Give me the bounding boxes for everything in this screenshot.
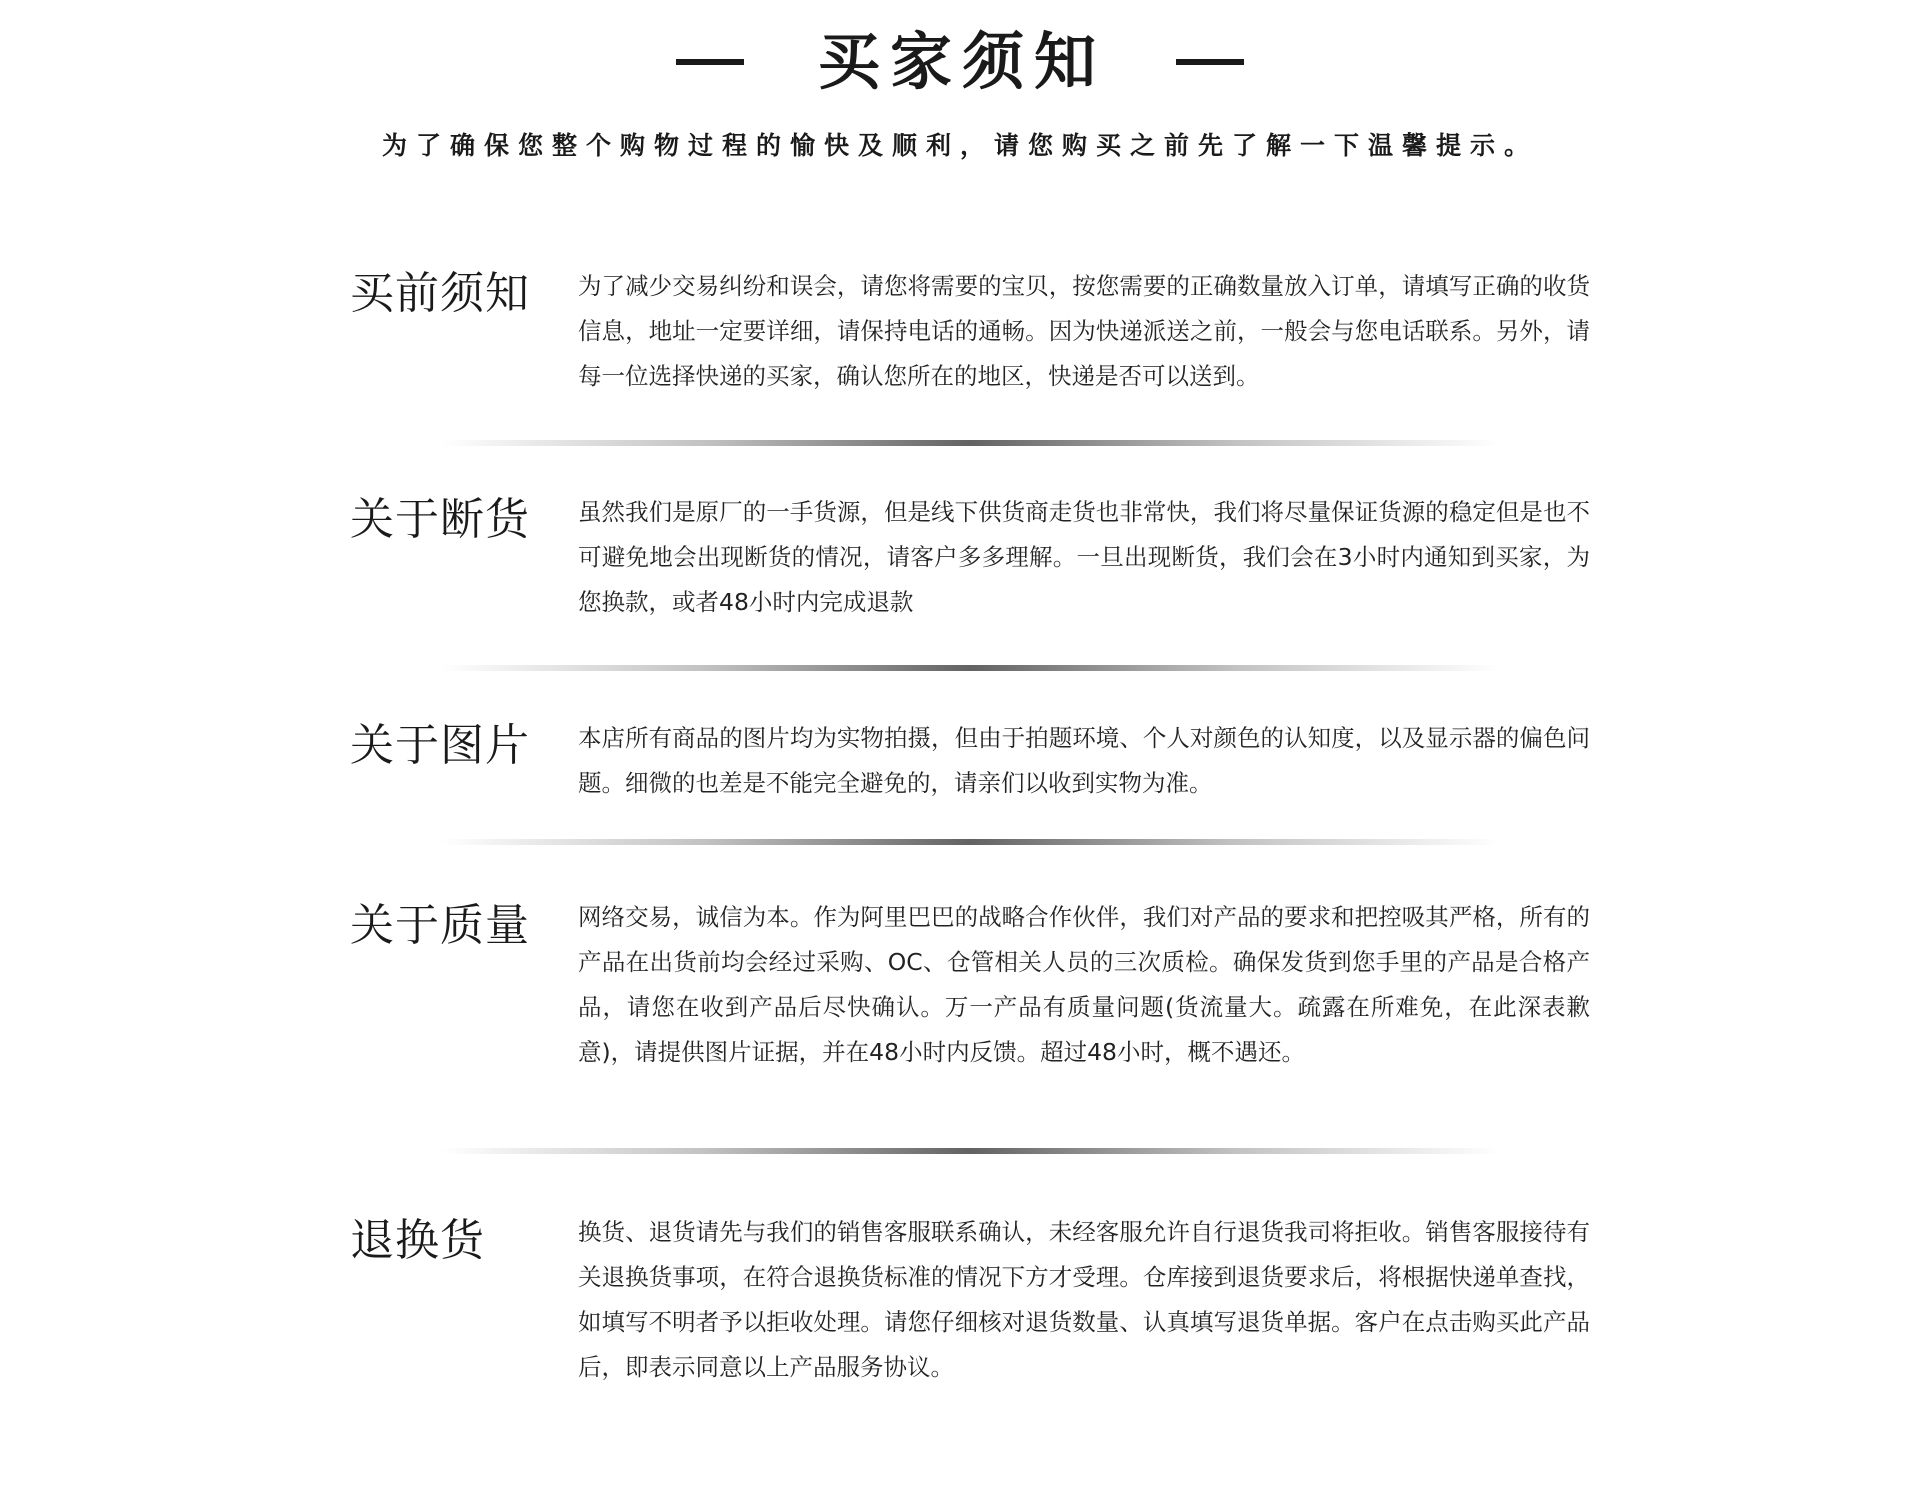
section-label: 关于断货 (350, 494, 530, 545)
section-text: 虽然我们是原厂的一手货源，但是线下供货商走货也非常快，我们将尽量保证货源的稳定但是也不可避免地会出现断货的情况，请客户多多理解。一旦出现断货，我们会在3小时内通知到买家，为您换款，或者48小时内完成退款 (578, 498, 1590, 616)
title-dash-right (1176, 59, 1244, 65)
section-text: 本店所有商品的图片均为实物拍摄，但由于拍题环境、个人对颜色的认知度，以及显示器的偏色问题。细微的也差是不能完全避免的，请亲们以收到实物为准。 (578, 724, 1590, 797)
title-row (0, 22, 1920, 102)
section-label: 关于质量 (350, 900, 530, 951)
section-divider (440, 665, 1500, 671)
section-text: 网络交易，诚信为本。作为阿里巴巴的战略合作伙伴，我们对产品的要求和把控吸其严格，所有的产品在出货前均会经过采购、OC、仓管相关人员的三次质检。确保发货到您手里的产品是合格产品，请您在收到产品后尽快确认。万一产品有质量问题(货流量大。疏露在所难免，在此深表歉意)，请提供图片证据，并在48小时内反馈。超过48小时，概不遇还。 (578, 903, 1590, 1066)
section-text: 换货、退货请先与我们的销售客服联系确认，未经客服允许自行退货我司将拒收。销售客服接待有关退换货事项，在符合退换货标准的情况下方才受理。仓库接到退货要求后，将根据快递单查找，如填写不明者予以拒收处理。请您仔细核对退货数量、认真填写退货单据。客户在点击购买此产品后，即表示同意以上产品服务协议。 (578, 1218, 1590, 1381)
section-divider (440, 839, 1500, 845)
section-label: 关于图片 (350, 720, 530, 771)
page-subtitle: 为了确保您整个购物过程的愉快及顺利，请您购买之前先了解一下温馨提示。 (381, 131, 1538, 160)
section-label: 买前须知 (350, 268, 530, 319)
section-label: 退换货 (350, 1215, 485, 1266)
page-title: 买家须知 (817, 25, 1106, 98)
title-dash-left (676, 59, 744, 65)
section-divider (440, 1148, 1500, 1154)
section-text: 为了减少交易纠纷和误会，请您将需要的宝贝，按您需要的正确数量放入订单，请填写正确的收货信息，地址一定要详细，请保持电话的通畅。因为快递派送之前，一般会与您电话联系。另外，请每一位选择快递的买家，确认您所在的地区，快递是否可以送到。 (578, 272, 1590, 390)
section-divider (440, 440, 1500, 446)
